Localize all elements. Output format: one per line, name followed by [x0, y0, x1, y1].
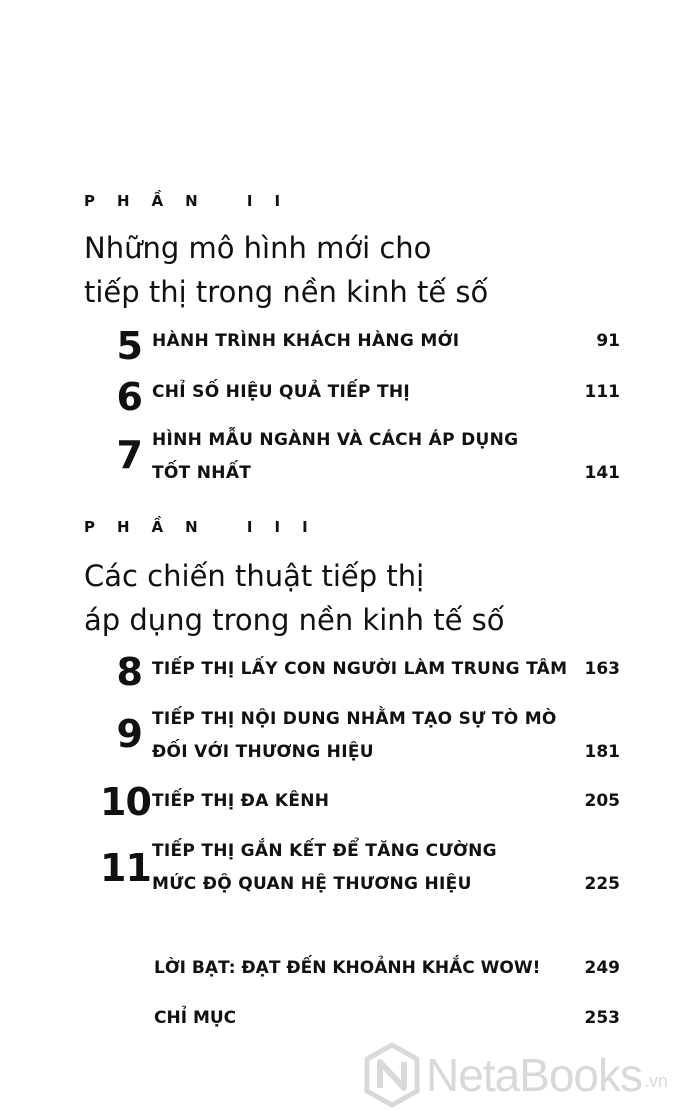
part-title	[84, 226, 488, 314]
part-label: PHẦN III	[84, 518, 330, 536]
chapter-title	[152, 785, 562, 818]
chapter-number: 8	[116, 650, 142, 694]
chapter-title	[152, 835, 562, 901]
part-title-line: tiếp thị trong nền kinh tế số	[84, 275, 489, 309]
back-matter-title: CHỈ MỤC	[154, 1008, 237, 1028]
chapter-title-line: HÀNH TRÌNH KHÁCH HÀNG MỚI	[152, 331, 460, 351]
chapter-title	[152, 325, 562, 358]
netabooks-logo-icon	[364, 1042, 420, 1108]
watermark-brand: NetaBooks	[426, 1049, 643, 1101]
chapter-title	[152, 376, 562, 409]
chapter-title	[152, 653, 568, 686]
chapter-title-line: ĐỐI VỚI THƯƠNG HIỆU	[152, 742, 374, 762]
chapter-number: 5	[116, 324, 142, 368]
page-number: 249	[584, 958, 620, 978]
chapter-number: 7	[116, 433, 142, 477]
part-title-line: Những mô hình mới cho	[84, 231, 432, 265]
part-title-line: áp dụng trong nền kinh tế số	[84, 603, 505, 637]
page-number: 181	[584, 742, 620, 762]
chapter-number: 9	[116, 712, 142, 756]
back-matter-title: LỜI BẠT: ĐẠT ĐẾN KHOẢNH KHẮC WOW!	[154, 958, 541, 978]
chapter-title-line: CHỈ SỐ HIỆU QUẢ TIẾP THỊ	[152, 382, 411, 402]
watermark	[364, 1040, 668, 1110]
chapter-title	[152, 703, 562, 769]
page-number: 163	[584, 659, 620, 679]
chapter-title-line: MỨC ĐỘ QUAN HỆ THƯƠNG HIỆU	[152, 874, 472, 894]
chapter-number: 11	[100, 846, 151, 890]
page-number: 111	[584, 382, 620, 402]
watermark-tld: .vn	[644, 1071, 669, 1091]
chapter-title-line: TIẾP THỊ LẤY CON NGƯỜI LÀM TRUNG TÂM	[152, 659, 568, 679]
page-number: 141	[584, 463, 620, 483]
part-label: PHẦN II	[84, 192, 303, 210]
page-number: 91	[596, 331, 620, 351]
page-number: 253	[584, 1008, 620, 1028]
chapter-title-line: TIẾP THỊ NỘI DUNG NHẰM TẠO SỰ TÒ MÒ	[152, 709, 557, 729]
chapter-number: 6	[116, 375, 142, 419]
chapter-title-line: TỐT NHẤT	[152, 463, 252, 483]
page-number: 225	[584, 874, 620, 894]
chapter-number: 10	[100, 780, 151, 824]
chapter-title-line: TIẾP THỊ GẮN KẾT ĐỂ TĂNG CƯỜNG	[152, 841, 497, 861]
chapter-title	[152, 424, 562, 490]
part-title	[84, 554, 505, 642]
chapter-title-line: TIẾP THỊ ĐA KÊNH	[152, 791, 330, 811]
chapter-title-line: HÌNH MẪU NGÀNH VÀ CÁCH ÁP DỤNG	[152, 430, 519, 450]
part-title-line: Các chiến thuật tiếp thị	[84, 559, 425, 593]
page-number: 205	[584, 791, 620, 811]
